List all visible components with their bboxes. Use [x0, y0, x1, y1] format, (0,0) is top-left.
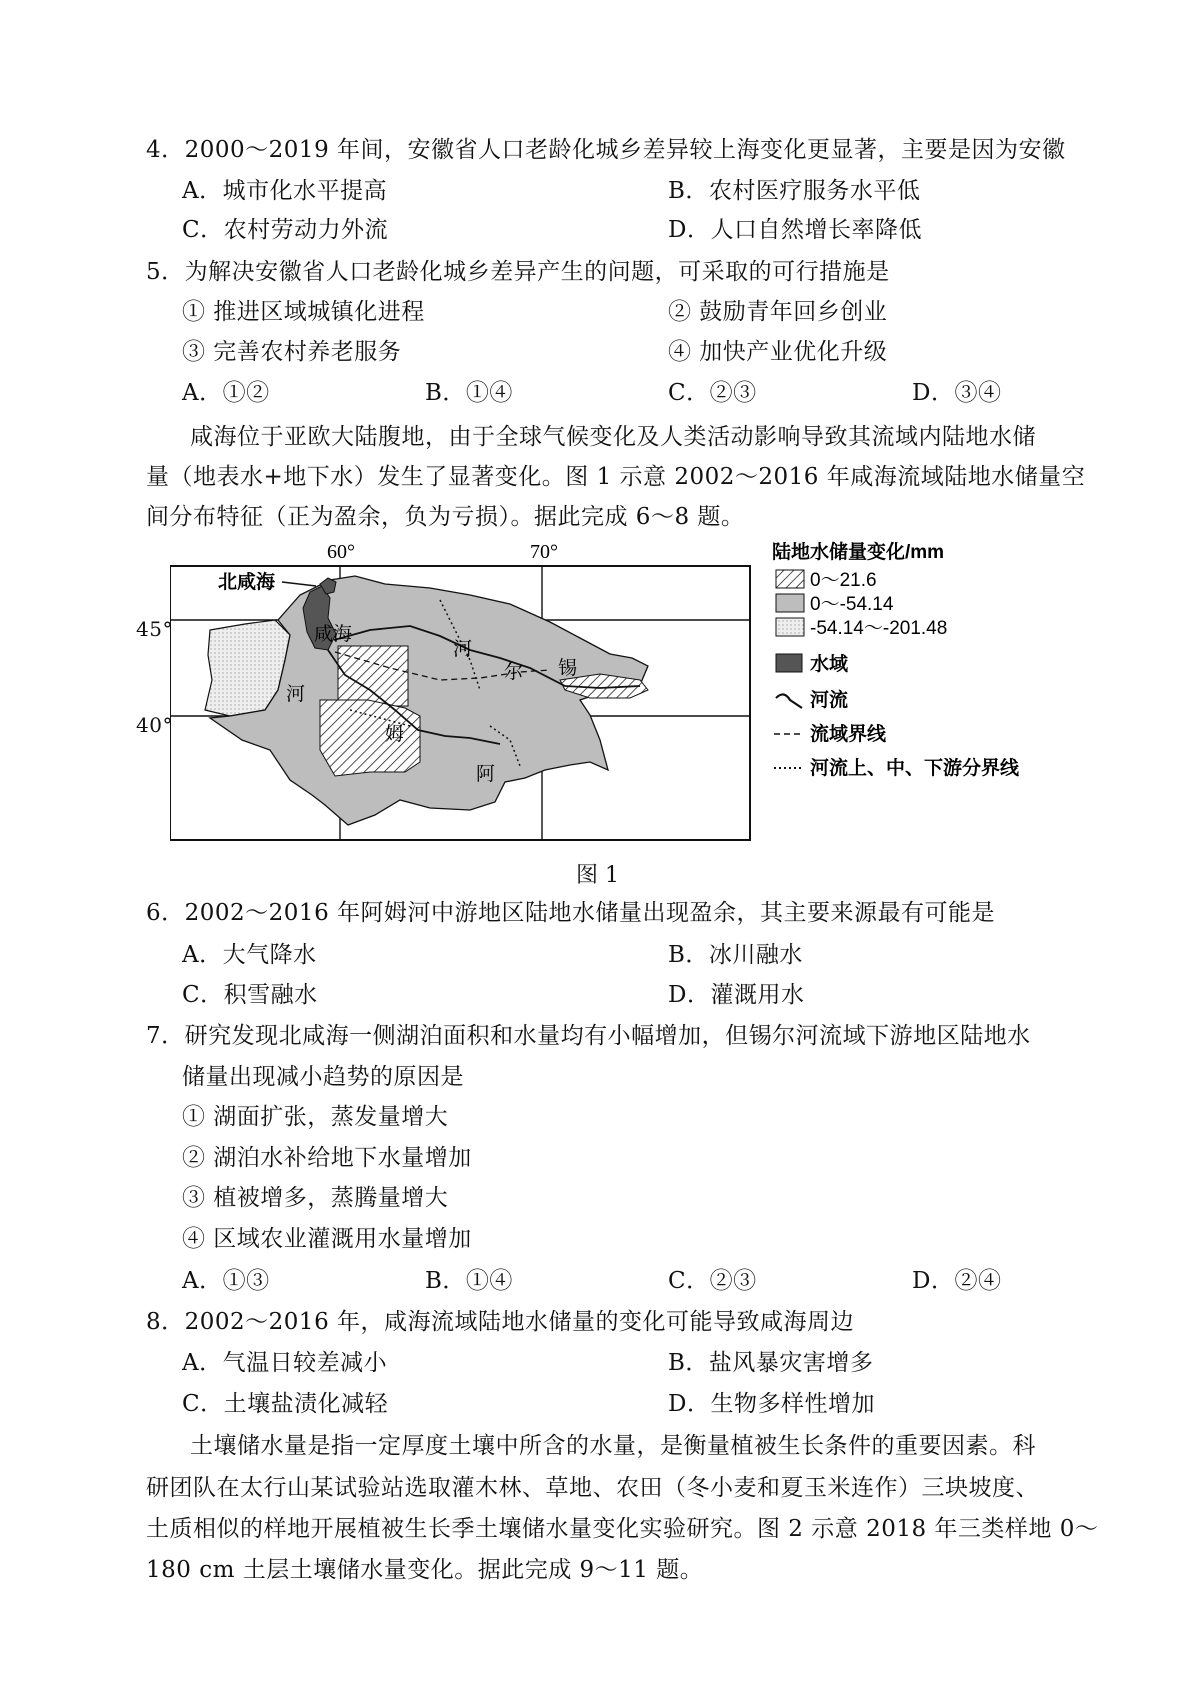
aral-basin-map — [170, 540, 1090, 850]
q4-option-c: C．农村劳动力外流 — [182, 217, 389, 243]
q5-statement-1: ① 推进区域城镇化进程 — [182, 299, 425, 325]
q6-option-c: C．积雪融水 — [182, 982, 318, 1008]
intro2-line-1: 土壤储水量是指一定厚度土壤中所含的水量，是衡量植被生长条件的重要因素。科 — [190, 1433, 1036, 1459]
q6-option-d: D．灌溉用水 — [668, 982, 805, 1008]
hatch-zone-central — [320, 700, 420, 776]
legend-swatch-water — [776, 654, 802, 672]
label-he-syr: 河 — [453, 639, 473, 660]
q8-option-d: D．生物多样性增加 — [668, 1391, 875, 1417]
figure-1-caption: 图 1 — [576, 863, 619, 888]
legend-river-icon — [776, 694, 802, 708]
q7-statement-4: ④ 区域农业灌溉用水量增加 — [182, 1226, 472, 1252]
q7-stem-line-1: 7．研究发现北咸海一侧湖泊面积和水量均有小幅增加，但锡尔河流域下游地区陆地水 — [146, 1023, 1031, 1049]
label-mu: 姆 — [385, 724, 405, 745]
q5-statement-4: ④ 加快产业优化升级 — [668, 339, 888, 365]
q6-option-a: A．大气降水 — [182, 942, 317, 968]
q5-stem: 5．为解决安徽省人口老龄化城乡差异产生的问题，可采取的可行措施是 — [146, 259, 890, 285]
legend-label-reach: 河流上、中、下游分界线 — [810, 758, 1020, 779]
q8-option-b: B．盐风暴灾害增多 — [668, 1350, 874, 1376]
label-north-aral: 北咸海 — [218, 572, 276, 593]
legend-label-basin: 流域界线 — [810, 724, 887, 745]
q6-option-b: B．冰川融水 — [668, 942, 803, 968]
q7-statement-3: ③ 植被增多，蒸腾量增大 — [182, 1185, 449, 1211]
lat-label-40: 40° — [136, 713, 173, 737]
lat-label-45: 45° — [136, 617, 173, 641]
label-he-amu: 河 — [286, 684, 306, 705]
q7-option-c: C．②③ — [668, 1268, 757, 1294]
legend-title: 陆地水储量变化/mm — [772, 542, 945, 563]
q5-statement-3: ③ 完善农村养老服务 — [182, 339, 402, 365]
q5-option-b: B．①④ — [425, 380, 513, 406]
label-a: 阿 — [476, 764, 496, 785]
hatch-zone-north — [338, 646, 408, 706]
q8-stem: 8．2002～2016 年，咸海流域陆地水储量的变化可能导致咸海周边 — [146, 1309, 855, 1335]
q6-stem: 6．2002～2016 年阿姆河中游地区陆地水储量出现盈余，其主要来源最有可能是 — [146, 900, 996, 926]
lon-label-70: 70° — [530, 541, 558, 563]
intro2-line-3: 土质相似的样地开展植被生长季土壤储水量变化实验研究。图 2 示意 2018 年三类样地 0～ — [146, 1516, 1099, 1542]
label-aral: 咸海 — [314, 624, 353, 645]
q4-stem: 4．2000～2019 年间，安徽省人口老龄化城乡差异较上海变化更显著，主要是因为安徽 — [146, 137, 1066, 163]
q8-option-c: C．土壤盐渍化减轻 — [182, 1391, 389, 1417]
q7-option-d: D．②④ — [912, 1268, 1002, 1294]
intro2-line-2: 研团队在太行山某试验站选取灌木林、草地、农田（冬小麦和夏玉米连作）三块坡度、 — [146, 1475, 1039, 1501]
legend-label-neg-small: 0～-54.14 — [810, 594, 894, 615]
legend-swatch-positive — [776, 570, 804, 588]
intro2-line-4: 180 cm 土层土壤储水量变化。据此完成 9～11 题。 — [146, 1557, 704, 1583]
label-er: 尔 — [504, 662, 524, 683]
intro1-line-3: 间分布特征（正为盈余，负为亏损）。据此完成 6～8 题。 — [146, 504, 745, 530]
q4-option-d: D．人口自然增长率降低 — [668, 217, 922, 243]
legend-label-neg-large: -54.14～-201.48 — [810, 618, 948, 639]
legend-label-water: 水域 — [810, 654, 849, 675]
q7-statement-1: ① 湖面扩张，蒸发量增大 — [182, 1104, 449, 1130]
q4-option-a: A．城市化水平提高 — [182, 178, 388, 204]
q4-option-b: B．农村医疗服务水平低 — [668, 178, 921, 204]
q5-option-a: A．①② — [182, 380, 270, 406]
label-xi: 锡 — [558, 658, 578, 679]
legend-swatch-neg-large — [776, 618, 804, 636]
q5-option-d: D．③④ — [912, 380, 1002, 406]
intro1-line-1: 咸海位于亚欧大陆腹地，由于全球气候变化及人类活动影响导致其流域内陆地水储 — [190, 424, 1036, 450]
lon-label-60: 60° — [327, 541, 355, 563]
intro1-line-2: 量（地表水+地下水）发生了显著变化。图 1 示意 2002～2016 年咸海流域陆地水储量空 — [146, 464, 1086, 490]
q7-option-a: A．①③ — [182, 1268, 270, 1294]
q5-option-c: C．②③ — [668, 380, 757, 406]
q7-statement-2: ② 湖泊水补给地下水量增加 — [182, 1145, 472, 1171]
q8-option-a: A．气温日较差减小 — [182, 1350, 388, 1376]
legend-label-river: 河流 — [810, 690, 849, 711]
legend-label-positive: 0～21.6 — [810, 570, 877, 591]
legend-swatch-neg-small — [776, 594, 804, 612]
q7-option-b: B．①④ — [425, 1268, 513, 1294]
q5-statement-2: ② 鼓励青年回乡创业 — [668, 299, 888, 325]
q7-stem-line-2: 储量出现减小趋势的原因是 — [182, 1064, 464, 1090]
